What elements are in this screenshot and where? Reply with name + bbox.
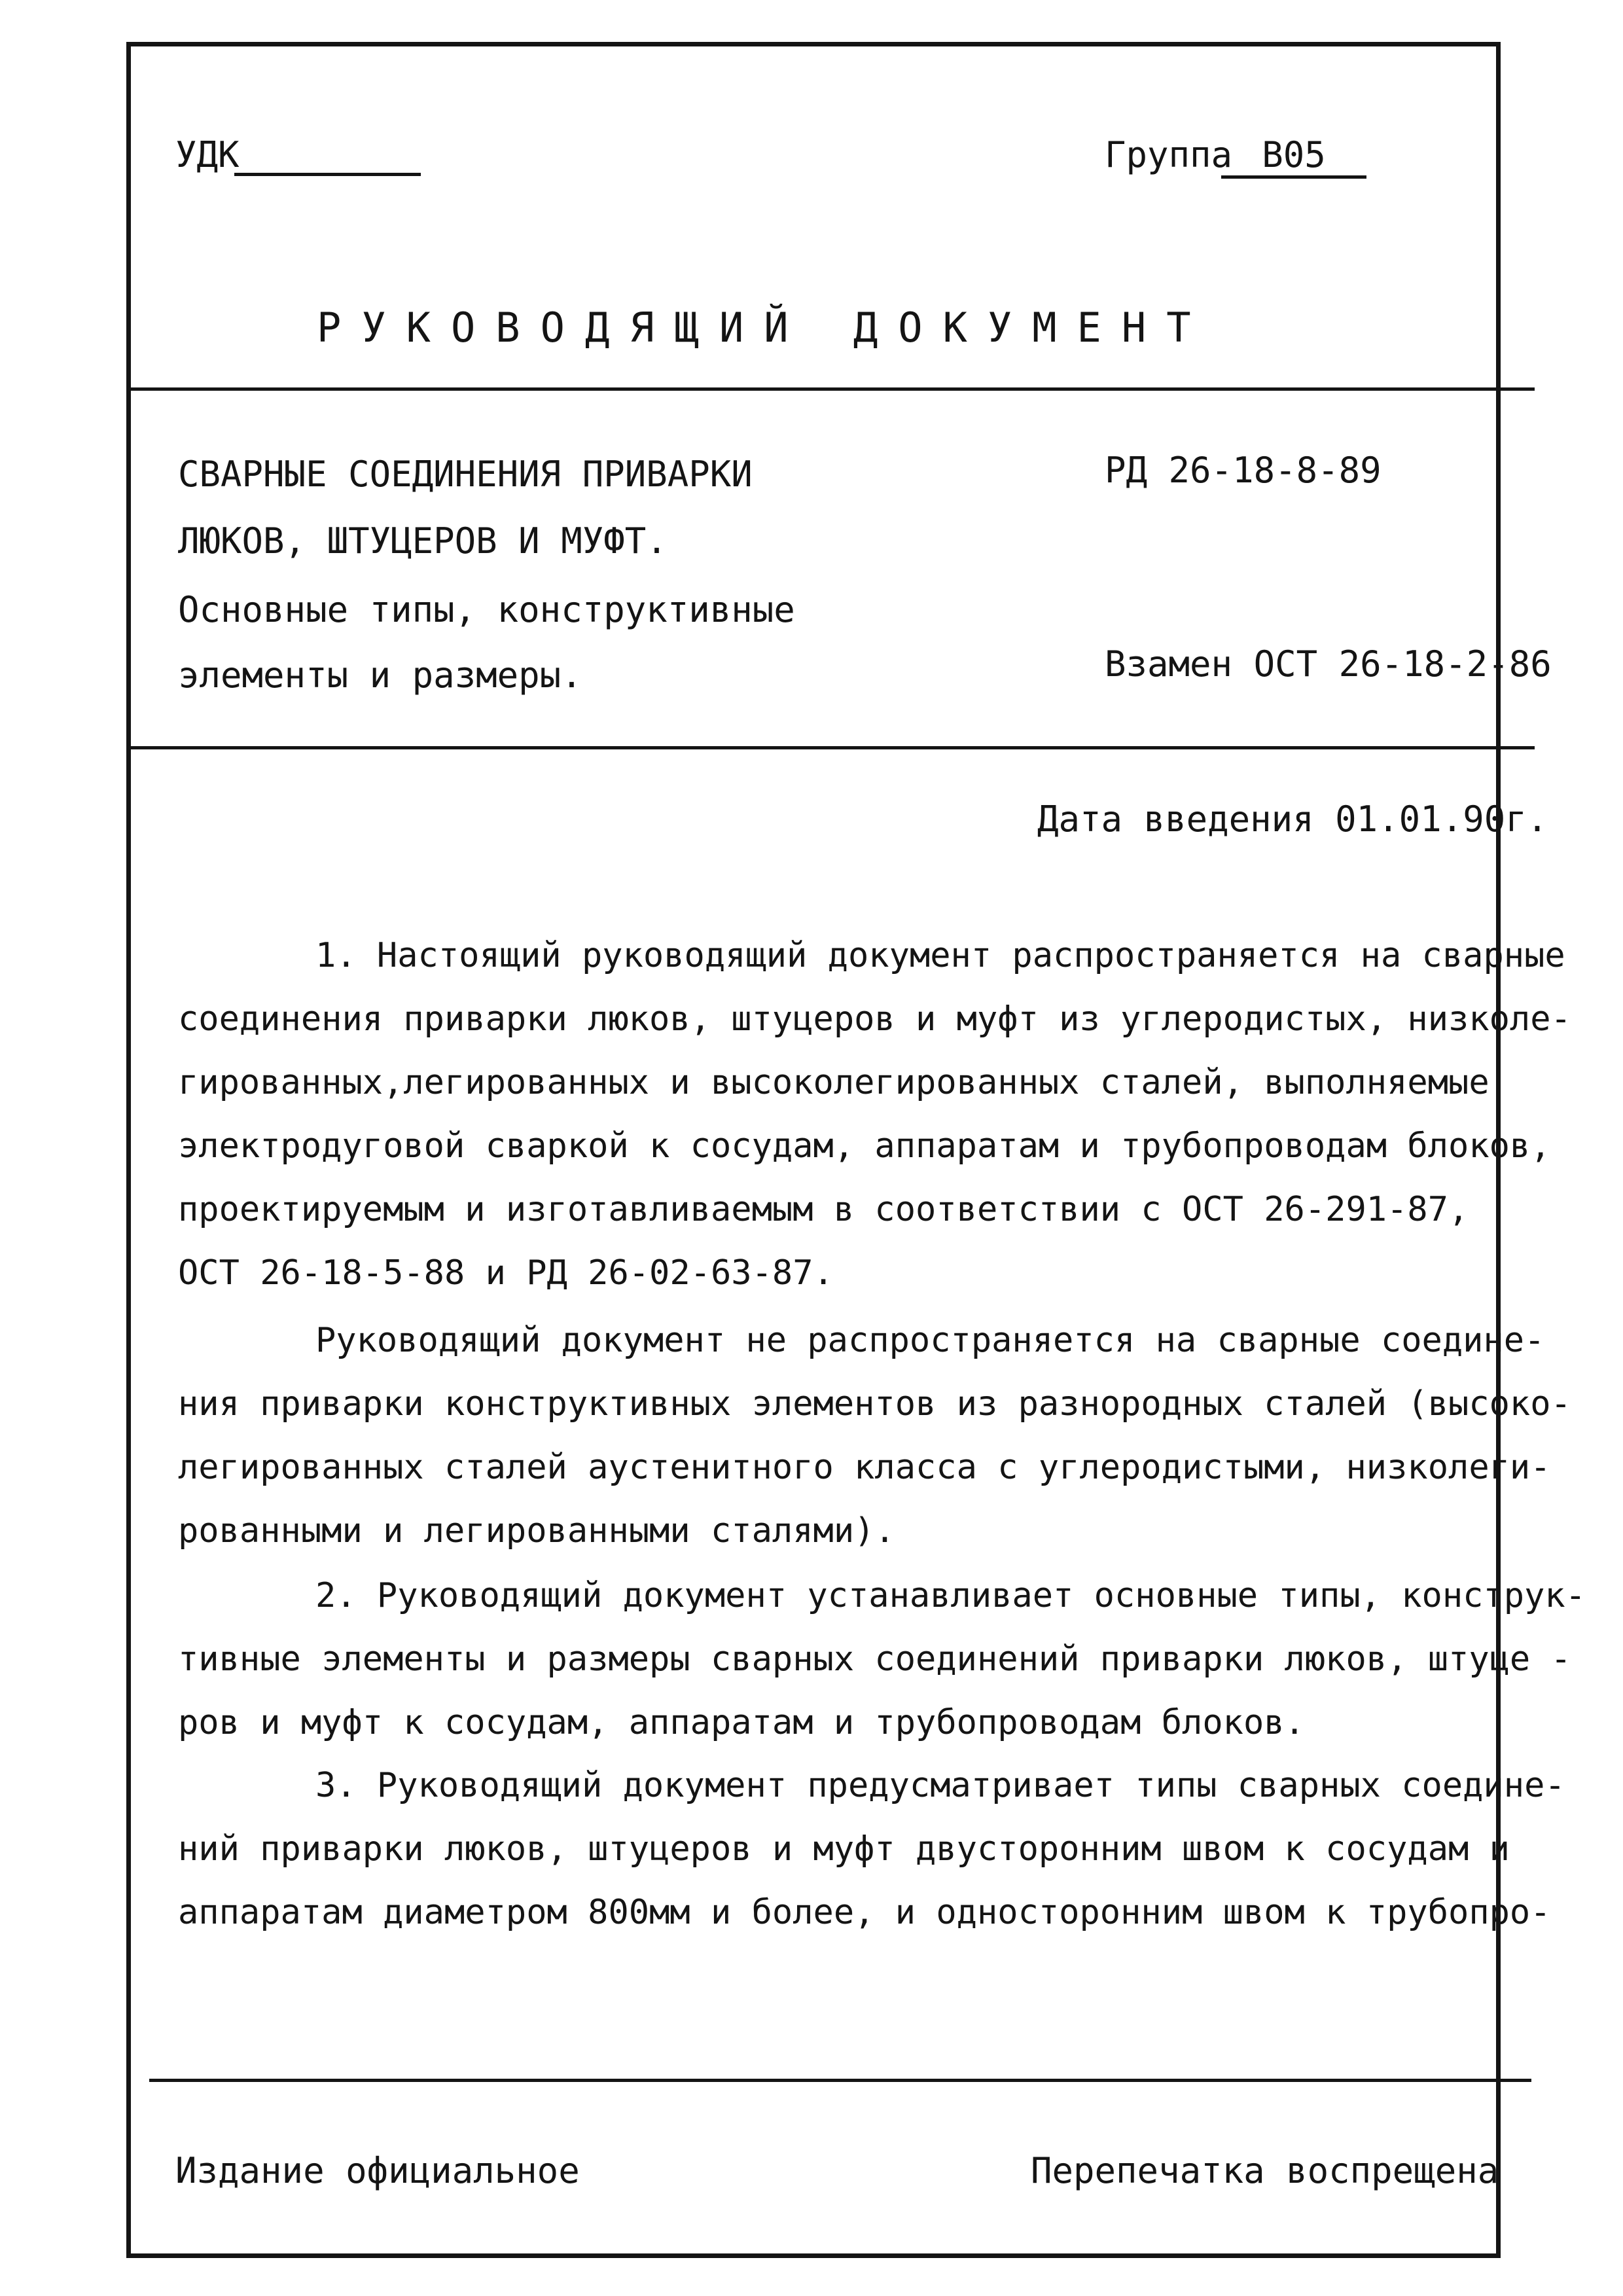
paragraph-4-line: аппаратам диаметром 800мм и более, и односторонним швом к трубопро- <box>178 1893 1551 1932</box>
intro-date: Дата введения 01.01.90г. <box>1037 798 1548 840</box>
paragraph-2-line: легированных сталей аустенитного класса с углеродистыми, низколеги- <box>178 1448 1551 1487</box>
title-line-4: элементы и размеры. <box>178 655 582 696</box>
paragraph-3 <box>178 1564 1586 1755</box>
paragraph-1-line: гированных,легированных и высоколегированных сталей, выполняемые <box>178 1063 1489 1102</box>
paragraph-1 <box>178 924 1571 1305</box>
paragraph-4 <box>178 1754 1565 1945</box>
footer-reprint-prohibited: Перепечатка воспрещена <box>1031 2150 1499 2191</box>
divider-top <box>131 387 1535 391</box>
paragraph-1-line: соединения приварки люков, штуцеров и муфт из углеродистых, низколе- <box>178 999 1571 1039</box>
paragraph-1-line: ОСТ 26-18-5-88 и РД 26-02-63-87. <box>178 1253 834 1293</box>
divider-middle <box>131 746 1535 749</box>
title-line-3: Основные типы, конструктивные <box>178 589 795 630</box>
paragraph-2 <box>178 1309 1571 1563</box>
group-value: В05 <box>1221 137 1366 179</box>
title-line-1: СВАРНЫЕ СОЕДИНЕНИЯ ПРИВАРКИ <box>178 454 753 495</box>
paragraph-3-line: ров и муфт к сосудам, аппаратам и трубопроводам блоков. <box>178 1703 1305 1742</box>
udk-label: УДК <box>175 134 240 175</box>
paragraph-2-line: ния приварки конструктивных элементов из разнородных сталей (высоко- <box>178 1384 1571 1424</box>
divider-footer <box>149 2079 1531 2082</box>
paragraph-1-line: 1. Настоящий руководящий документ распространяется на сварные <box>315 936 1565 975</box>
paragraph-2-line: Руководящий документ не распространяется на сварные соедине- <box>315 1321 1545 1360</box>
paragraph-3-line: 2. Руководящий документ устанавливает основные типы, конструк- <box>315 1576 1586 1615</box>
paragraph-4-line: ний приварки люков, штуцеров и муфт двусторонним швом к сосудам и <box>178 1829 1510 1869</box>
document-type-heading: РУКОВОДЯЩИЙ ДОКУМЕНТ <box>317 304 1211 351</box>
paragraph-2-line: рованными и легированными сталями). <box>178 1511 895 1551</box>
replaces-standard: Взамен ОСТ 26-18-2-86 <box>1105 643 1552 685</box>
group-label: Группа <box>1105 134 1233 175</box>
udk-blank-line <box>234 139 421 176</box>
paragraph-3-line: тивные элементы и размеры сварных соединений приварки люков, штуце - <box>178 1640 1571 1679</box>
document-number: РД 26-18-8-89 <box>1105 450 1382 491</box>
paragraph-4-line: 3. Руководящий документ предусматривает типы сварных соедине- <box>315 1766 1565 1805</box>
footer-official-edition: Издание официальное <box>175 2150 580 2191</box>
title-line-2: ЛЮКОВ, ШТУЦЕРОВ И МУФТ. <box>178 520 668 562</box>
paragraph-1-line: электродуговой сваркой к сосудам, аппаратам и трубопроводам блоков, <box>178 1126 1551 1166</box>
paragraph-1-line: проектируемым и изготавливаемым в соответствии с ОСТ 26-291-87, <box>178 1190 1469 1229</box>
